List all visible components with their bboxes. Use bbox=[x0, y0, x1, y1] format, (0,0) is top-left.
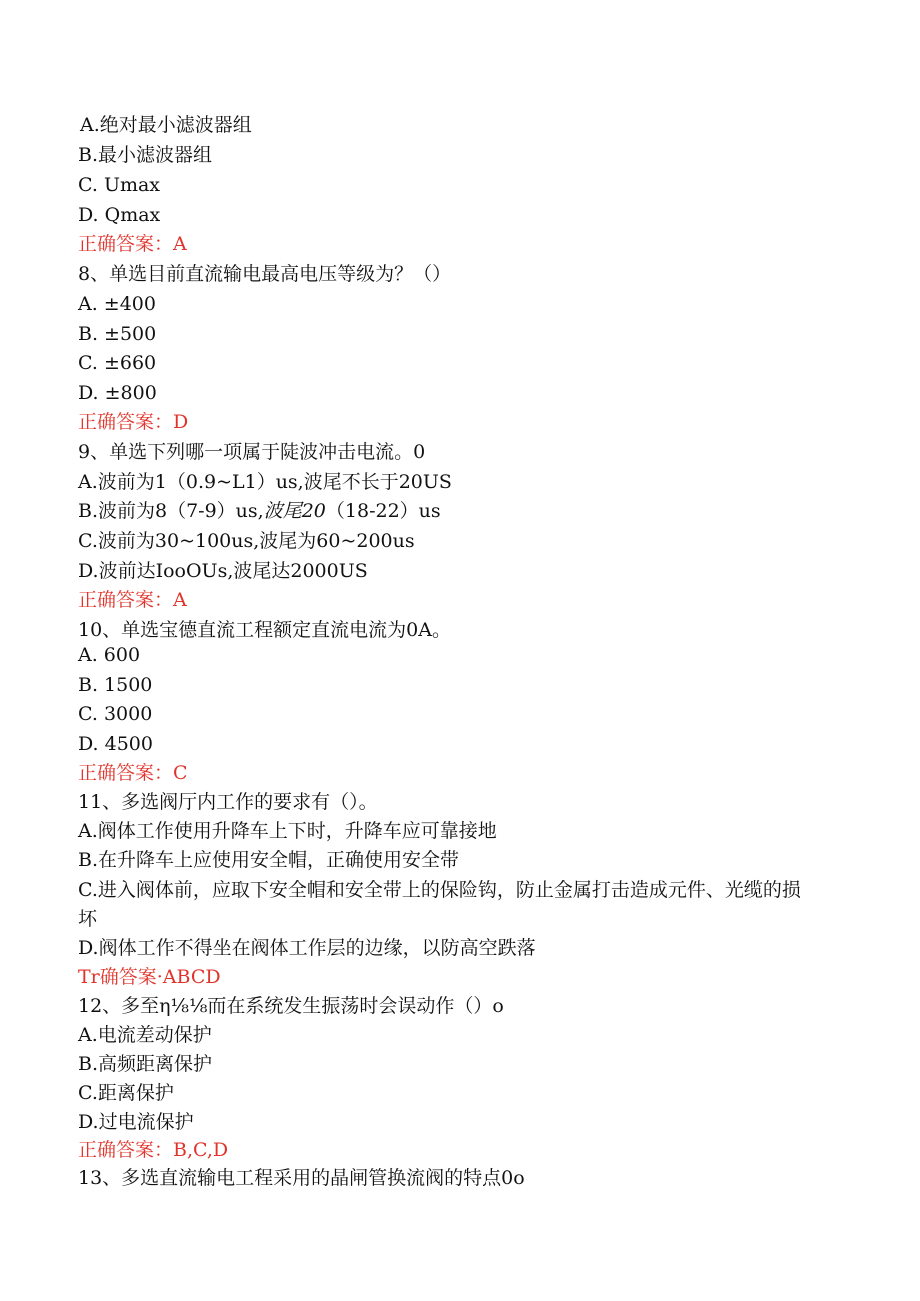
option-d: D. Qmax bbox=[78, 204, 161, 226]
option-d: D. ±800 bbox=[78, 382, 157, 404]
option-a: A.波前为1（0.9~L1）us,波尾不长于20US bbox=[78, 471, 452, 493]
correct-answer: 正确答案：A bbox=[78, 589, 187, 611]
option-b: B.在升降车上应使用安全帽，正确使用安全带 bbox=[78, 849, 460, 871]
option-c: C.波前为30~100us,波尾为60~200us bbox=[78, 530, 415, 552]
option-d: D. 4500 bbox=[78, 733, 153, 755]
option-b: B. ±500 bbox=[78, 323, 157, 345]
option-b-part-1: B.波前为8（7-9）us, bbox=[78, 500, 264, 522]
option-b: B.高频距离保护 bbox=[78, 1053, 213, 1075]
question-9: 9、单选下列哪一项属于陡波冲击电流。0 bbox=[78, 441, 426, 463]
option-c: C. 3000 bbox=[78, 703, 153, 725]
correct-answer: 正确答案：B,C,D bbox=[78, 1139, 229, 1161]
question-10: 10、单选宝德直流工程额定直流电流为0A。 bbox=[78, 619, 451, 641]
correct-answer: 正确答案：A bbox=[78, 233, 187, 255]
option-a: A.电流差动保护 bbox=[78, 1024, 212, 1046]
option-b: B. 1500 bbox=[78, 674, 153, 696]
option-c: C.距离保护 bbox=[78, 1082, 174, 1104]
option-c: C. Umax bbox=[78, 174, 161, 196]
correct-answer: 正确答案：C bbox=[78, 762, 188, 784]
correct-answer: 正确答案：D bbox=[78, 411, 189, 433]
option-d: D.过电流保护 bbox=[78, 1111, 194, 1133]
question-11: 11、多选阀厅内工作的要求有（）。 bbox=[78, 791, 378, 813]
question-13: 13、多选直流输电工程采用的晶闸管换流阀的特点0o bbox=[78, 1167, 525, 1189]
option-a: A. 600 bbox=[78, 644, 141, 666]
option-b bbox=[78, 498, 441, 524]
option-a: A.阀体工作使用升降车上下时，升降车应可靠接地 bbox=[78, 820, 497, 842]
option-a: A.绝对最小滤波器组 bbox=[80, 114, 252, 136]
question-8: 8、单选目前直流输电最高电压等级为？（） bbox=[78, 263, 452, 285]
option-b: B.最小滤波器组 bbox=[78, 144, 213, 166]
question-12: 12、多至η⅛⅛而在系统发生振荡时会误动作（）o bbox=[78, 995, 504, 1017]
option-a: A. ±400 bbox=[78, 293, 156, 315]
option-d: D.阀体工作不得坐在阀体工作层的边缘，以防高空跌落 bbox=[78, 937, 536, 959]
option-c: C. ±660 bbox=[78, 352, 157, 374]
option-c: C.进入阀体前，应取下安全帽和安全带上的保险钩，防止金属打击造成元件、光缆的损坏 bbox=[78, 879, 801, 930]
option-b-italic-part: 波尾20 bbox=[263, 500, 326, 522]
correct-answer: Tr确答案·ABCD bbox=[78, 966, 221, 988]
option-b-part-3: （18-22）us bbox=[325, 500, 441, 522]
option-d: D.波前达IooOUs,波尾达2000US bbox=[78, 560, 368, 582]
